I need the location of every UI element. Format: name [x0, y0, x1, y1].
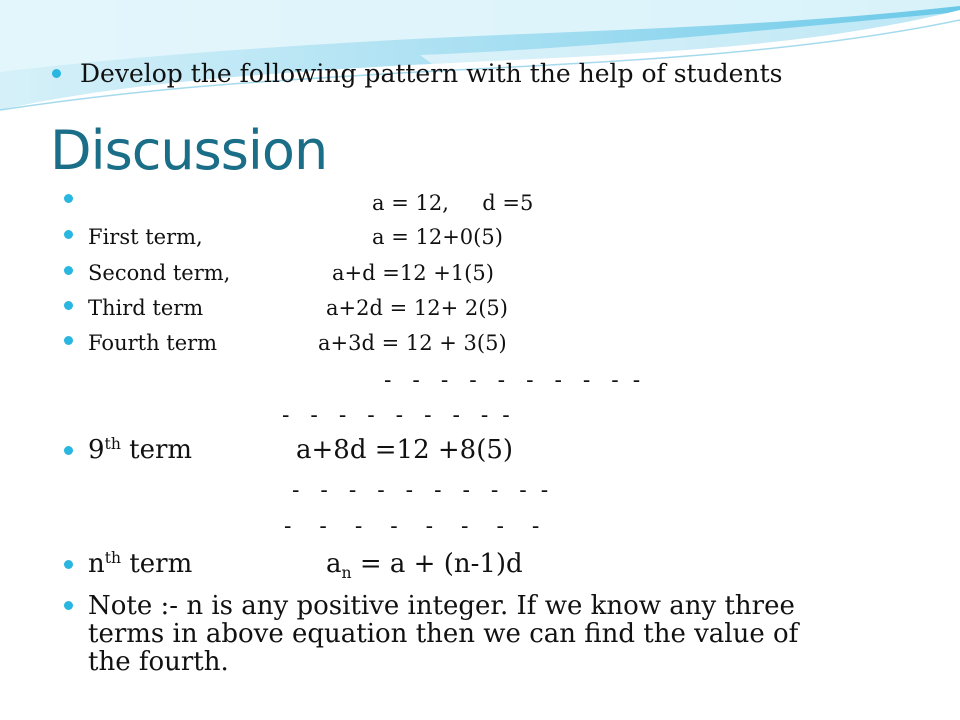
ninth-term-expr: a+8d =12 +8(5) [296, 435, 514, 465]
bullet [64, 266, 73, 275]
dash-row: - - - - - - - - [284, 514, 540, 539]
row-label-first: First term, [88, 225, 203, 249]
nth-word: term [121, 549, 193, 579]
dash-row: - - - - - - - - - - [384, 368, 641, 393]
note-text: Note :- n is any positive integer. If we know any three terms in above equation then we can find the value of the fourth. [88, 591, 799, 677]
bullet [64, 560, 73, 569]
bullet [64, 230, 73, 239]
row-label-second: Second term, [88, 261, 231, 285]
row-label-third: Third term [88, 296, 204, 320]
row-expr-third: a+2d = 12+ 2(5) [326, 296, 508, 320]
ninth-num: 9 [88, 435, 105, 465]
ninth-term-label [88, 437, 192, 463]
nth-num: n [88, 549, 105, 579]
ninth-sup: th [104, 435, 121, 453]
slide-title: Discussion [50, 119, 328, 182]
row-expr-first: a = 12+0(5) [372, 225, 503, 249]
formula-a: a [326, 549, 342, 579]
intro-text: Develop the following pattern with the help of students [80, 59, 783, 88]
nth-term-label [88, 551, 192, 577]
dash-row: - - - - - - - - - - [292, 478, 549, 503]
bullet [52, 69, 61, 78]
bullet [64, 194, 73, 203]
row-expr-second: a+d =12 +1(5) [332, 261, 494, 285]
formula-sub: n [341, 564, 352, 582]
bullet [64, 601, 73, 610]
bullet [64, 301, 73, 310]
ninth-word: term [120, 435, 193, 465]
given-values: a = 12, d =5 [372, 191, 534, 215]
bullet [64, 336, 73, 345]
bullet [64, 446, 73, 455]
nth-term-formula [326, 549, 523, 582]
row-expr-fourth: a+3d = 12 + 3(5) [318, 331, 507, 355]
row-label-fourth: Fourth term [88, 331, 218, 355]
dash-row: - - - - - - - - - [282, 403, 510, 428]
nth-sup: th [104, 549, 122, 567]
formula-rest: = a + (n-1)d [351, 549, 523, 579]
